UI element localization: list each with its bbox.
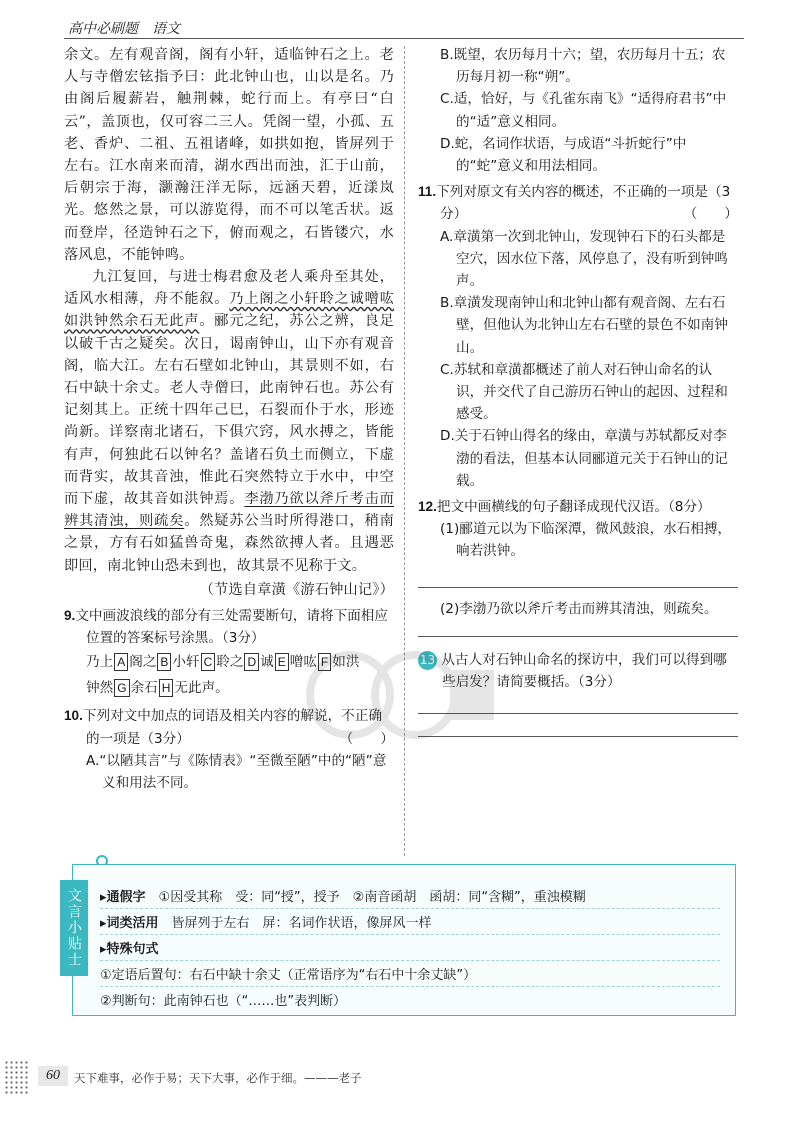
- q11-option-c: C.苏轼和章潢都概述了前人对石钟山命名的认识，并交代了自己游历石钟山的起因、过程和感受。: [440, 361, 728, 423]
- passage-text: 。郦元之纪，苏公之辨，良足以破千古之疑矣。次日，谒南钟山，山下亦有观音阁，临大江。左右石壁如北钟山，其景则不如，右石中缺十余丈。老人寺僧曰，此南钟石也。苏公有记刻其上。正统十四年己巳，石裂而仆于水，形迹尚新。详察南北诸石，下俱穴窍，风水搏之，皆能有声，何独此石以钟名？盖诸石负土而侧立，下虚而背实，故其音浊，惟此石突然特立于水中，中空而下虚，故其音如洪钟焉。: [64, 313, 394, 508]
- tip-separator: [100, 934, 720, 935]
- q9-segment: 如洪: [332, 654, 360, 671]
- q12-sentence-2: (2)李渤乃欲以斧斤考击而辨其清浊，则疏矣。: [440, 600, 718, 617]
- answer-line[interactable]: [418, 587, 738, 588]
- footer-quote: 天下难事，必作于易；天下大事，必作于细。———老子: [74, 1071, 362, 1085]
- question-text: 把文中画横线的句子翻译成现代汉语。（8分）: [436, 499, 711, 516]
- q9-segment: 诚: [260, 654, 274, 671]
- header-rule: [64, 38, 744, 39]
- q12-sentence-1: (1)郦道元以为下临深潭，微风鼓浪，水石相搏，响若洪钟。: [440, 521, 732, 560]
- q9-segment: 钟然: [86, 680, 114, 697]
- passage-text: 。然疑苏公当时所得港口，稍南之景，方有石如猛兽奇鬼，森然欲搏人者。且遇恶即回，南北钟山恐未到也，故其景不见称于文。: [64, 513, 394, 574]
- question-text: 下列对文中加点的词语及相关内容的解说，不正确的一项是（3分）: [82, 708, 382, 747]
- answer-box-e[interactable]: E: [275, 653, 289, 671]
- tip-separator: [100, 986, 720, 987]
- footer-dots: [4, 1060, 30, 1094]
- q10-option-b: B.既望，农历每月十六；望，农历每月十五；农历每月初一称“朔”。: [440, 47, 726, 86]
- passage-text: 九江复回，与进士梅君愈及老人乘舟至其处，适风水相薄，舟不能叙。: [64, 269, 394, 308]
- question-number: 12.: [418, 499, 437, 515]
- answer-box-g[interactable]: G: [114, 679, 129, 697]
- underlined-sentence: 李渤乃欲以斧斤考击而辨其清浊，则疏矣: [64, 491, 394, 530]
- tip-row-dingyuhouzhi: ①定语后置句：右石中缺十余丈（正常语序为“右石中十余丈缺”）: [100, 968, 477, 983]
- question-11: [418, 181, 738, 225]
- tip-row-tongjiazi: [100, 886, 720, 905]
- answer-box-d[interactable]: D: [244, 653, 259, 671]
- question-number: 9.: [64, 608, 76, 624]
- q10-option-a: A.“以陋其言”与《陈情表》“至微至陋”中的“陋”意义和用法不同。: [86, 752, 387, 792]
- question-text: 从古人对石钟山命名的探访中，我们可以得到哪些启发？请简要概括。（3分）: [441, 651, 727, 691]
- tip-text: 皆屏列于左右 屏：名词作状语，像屏风一样: [171, 916, 432, 931]
- answer-box-b[interactable]: B: [157, 653, 171, 671]
- q9-segment: 阁之: [129, 654, 157, 671]
- question-number: 10.: [64, 708, 83, 724]
- tip-separator: [100, 908, 720, 909]
- q10-option-d: D.蛇，名词作状语，与成语“斗折蛇行”中的“蛇”意义和用法相同。: [440, 135, 687, 175]
- tip-label: ▸特殊句式: [100, 942, 159, 957]
- q11-option-a: A.章潢第一次到北钟山，发现钟石下的石头都是空穴，因水位下落，风停息了，没有听到钟鸣声。: [440, 228, 728, 290]
- watermark-logo: [300, 640, 500, 750]
- question-12: [418, 496, 738, 518]
- tip-text: ①因受其称 受：同“授”，授予 ②南音函胡 函胡：同“含糊”，重浊模糊: [158, 890, 586, 905]
- q9-segment: 余石: [130, 680, 158, 697]
- answer-line[interactable]: [418, 636, 738, 637]
- q9-segment: 小轩: [172, 654, 200, 671]
- question-text: 下列对原文有关内容的概述，不正确的一项是（3分）: [436, 184, 731, 223]
- tip-label: ▸通假字: [100, 890, 146, 905]
- q9-segment: 乃上: [86, 654, 114, 671]
- answer-box-f[interactable]: F: [318, 653, 331, 671]
- tip-row-teshujushi: [100, 938, 720, 957]
- tip-row-panduanju: ②判断句：此南钟石也（“……也”表判断）: [100, 994, 347, 1009]
- answer-box-a[interactable]: A: [114, 653, 128, 671]
- passage-paragraph-2: [64, 266, 394, 577]
- passage-paragraph-1: 余文。左有观音阁，阁有小轩，适临钟石之上。老人与寺僧宏铉指予曰：此北钟山也，山以是名。乃由阁后履薪岩，触荆棘，蛇行而上。有亭曰“白云”，盖顶也，仅可容二三人。凭阁一望，小孤、五老、香炉、二祖、五祖诸峰，如拱如抱，皆屏列于左右。江水南来而清，湖水西出而浊，汇于山前，后朝宗于海，灏瀚汪洋无际，远涵天碧，近漾岚光。悠然之景，可以游览得，而不可以笔舌状。返而登岸，径造钟石之下，俯而观之，石皆镂穴，水落风息，不能钟鸣。: [64, 47, 394, 263]
- q11-option-d: D.关于石钟山得名的缘由，章潢与苏轼都反对李渤的看法，但基本认同郦道元关于石钟山的记载。: [440, 428, 728, 489]
- tip-separator: [100, 960, 720, 961]
- tip-row-cileihuoyong: [100, 912, 720, 931]
- page-number: 60: [38, 1066, 68, 1086]
- q9-segment: 聆之: [216, 654, 244, 671]
- questions-column: [418, 44, 738, 737]
- tip-label: ▸词类活用: [100, 916, 159, 931]
- answer-box-h[interactable]: H: [159, 679, 174, 697]
- q10-option-c: C.适，恰好，与《孔雀东南飞》“适得府君书”中的“适”意义相同。: [440, 91, 727, 130]
- passage-source: （节选自章潢《游石钟山记》）: [199, 581, 394, 598]
- q11-option-b: B.章潢发现南钟山和北钟山都有观音阁、左右石壁，但他认为北钟山左右石壁的景色不如南钟山。: [440, 295, 728, 356]
- question-text: 文中画波浪线的部分有三处需要断句，请将下面相应位置的答案标号涂黑。（3分）: [75, 608, 388, 647]
- answer-box-c[interactable]: C: [201, 653, 216, 671]
- answer-paren[interactable]: （ ）: [683, 206, 738, 223]
- q9-segment: 无此声。: [174, 680, 229, 697]
- wavy-underlined-sentence: 乃上阁之小轩聆之诚噌吰如洪钟然余石无此声: [64, 291, 395, 330]
- running-header: 高中必刷题 语文: [68, 21, 180, 37]
- q9-segment: 噌吰: [289, 654, 317, 671]
- tips-side-label: 文言小贴士: [60, 880, 88, 976]
- question-number: 11.: [418, 184, 437, 200]
- question-number-badge: 13: [418, 651, 437, 670]
- answer-paren[interactable]: （ ）: [339, 730, 394, 747]
